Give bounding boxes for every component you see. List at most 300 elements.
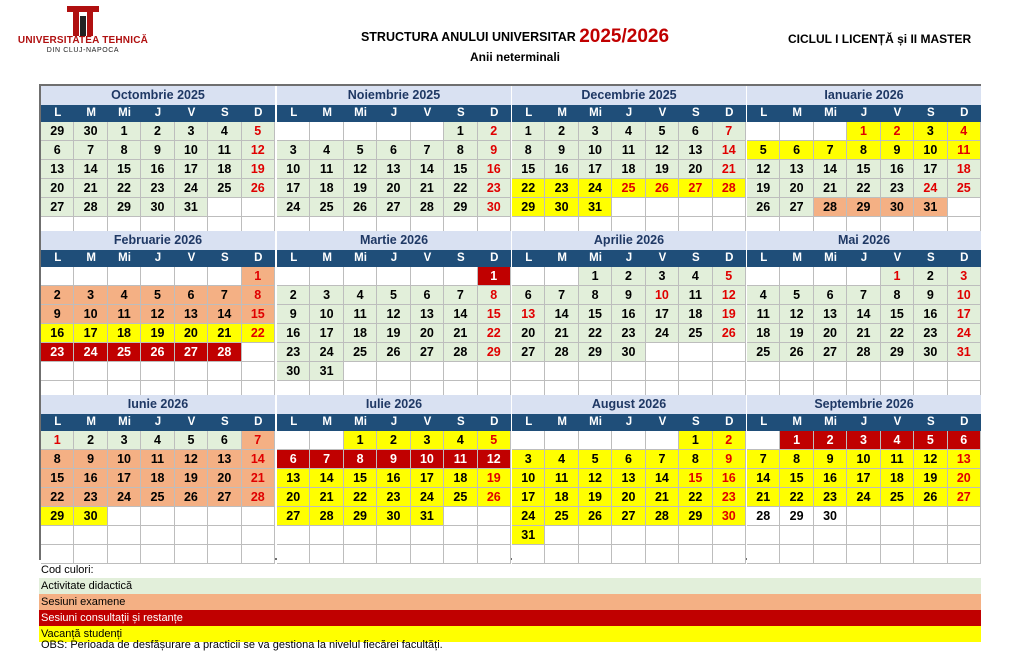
day-cell: 11 bbox=[747, 305, 780, 324]
weekday-label: J bbox=[625, 416, 633, 428]
day-cell: 11 bbox=[881, 450, 914, 469]
day-cell: 5 bbox=[780, 286, 813, 305]
day-cell: 4 bbox=[881, 431, 914, 450]
empty-cell bbox=[747, 362, 780, 381]
day-cell: 25 bbox=[948, 179, 981, 198]
empty-cell bbox=[814, 362, 847, 381]
university-subname: DIN CLUJ-NAPOCA bbox=[46, 47, 120, 54]
day-cell: 21 bbox=[444, 324, 477, 343]
day-cell: 15 bbox=[444, 160, 477, 179]
day-cell: 11 bbox=[310, 160, 343, 179]
day-cell: 17 bbox=[948, 305, 981, 324]
empty-cell bbox=[310, 267, 343, 286]
day-cell: 15 bbox=[344, 469, 377, 488]
day-cell: 27 bbox=[780, 198, 813, 217]
month-block bbox=[747, 86, 981, 236]
day-cell: 30 bbox=[141, 198, 174, 217]
day-cell: 8 bbox=[41, 450, 74, 469]
weekday-label: V bbox=[658, 252, 667, 264]
day-cell: 10 bbox=[310, 305, 343, 324]
weekday-label: Mi bbox=[589, 416, 602, 428]
day-cell: 24 bbox=[579, 179, 612, 198]
weekday-label: M bbox=[792, 252, 802, 264]
day-cell: 16 bbox=[377, 469, 410, 488]
day-cell: 4 bbox=[310, 141, 343, 160]
empty-cell bbox=[41, 526, 74, 545]
day-cell: 3 bbox=[277, 141, 310, 160]
empty-cell bbox=[108, 362, 141, 381]
day-cell: 17 bbox=[914, 160, 947, 179]
empty-cell bbox=[679, 198, 712, 217]
month-block bbox=[277, 231, 511, 400]
weekday-label: V bbox=[658, 107, 667, 119]
day-cell: 24 bbox=[411, 488, 444, 507]
day-cell: 2 bbox=[41, 286, 74, 305]
weekday-label: J bbox=[860, 107, 868, 119]
day-cell: 13 bbox=[679, 141, 712, 160]
day-cell: 4 bbox=[747, 286, 780, 305]
weekday-label: M bbox=[792, 107, 802, 119]
empty-cell bbox=[713, 362, 746, 381]
day-cell: 31 bbox=[310, 362, 343, 381]
weekday-label: L bbox=[760, 107, 768, 119]
month-title: Iunie 2026 bbox=[41, 395, 275, 414]
day-cell: 12 bbox=[141, 305, 174, 324]
day-cell: 18 bbox=[444, 469, 477, 488]
day-cell: 21 bbox=[713, 160, 746, 179]
page-subtitle: Anii neterminali bbox=[469, 50, 561, 64]
day-cell: 23 bbox=[545, 179, 578, 198]
weekday-header bbox=[747, 414, 981, 431]
empty-cell bbox=[713, 198, 746, 217]
weekday-label: Mi bbox=[354, 252, 367, 264]
day-cell: 20 bbox=[175, 324, 208, 343]
day-cell: 5 bbox=[141, 286, 174, 305]
day-cell: 3 bbox=[914, 122, 947, 141]
day-cell: 17 bbox=[411, 469, 444, 488]
day-cell: 12 bbox=[914, 450, 947, 469]
day-cell: 3 bbox=[646, 267, 679, 286]
empty-cell bbox=[377, 362, 410, 381]
day-cell: 9 bbox=[612, 286, 645, 305]
day-cell: 23 bbox=[478, 179, 511, 198]
day-cell: 8 bbox=[881, 286, 914, 305]
day-cell: 21 bbox=[310, 488, 343, 507]
day-cells bbox=[512, 267, 746, 400]
weekday-label: Mi bbox=[354, 416, 367, 428]
day-cell: 2 bbox=[612, 267, 645, 286]
weekday-label: Mi bbox=[118, 107, 131, 119]
weekday-label: D bbox=[490, 107, 499, 119]
day-cell: 10 bbox=[512, 469, 545, 488]
day-cell: 21 bbox=[411, 179, 444, 198]
day-cell: 7 bbox=[545, 286, 578, 305]
day-cell: 28 bbox=[713, 179, 746, 198]
empty-cell bbox=[881, 526, 914, 545]
month-title: Decembrie 2025 bbox=[512, 86, 746, 105]
day-cell: 21 bbox=[545, 324, 578, 343]
empty-cell bbox=[679, 343, 712, 362]
day-cell: 1 bbox=[847, 122, 880, 141]
day-cell: 2 bbox=[377, 431, 410, 450]
day-cell: 22 bbox=[108, 179, 141, 198]
weekday-label: V bbox=[893, 416, 902, 428]
empty-cell bbox=[612, 362, 645, 381]
day-cell: 26 bbox=[780, 343, 813, 362]
day-cell: 27 bbox=[208, 488, 241, 507]
day-cell: 30 bbox=[478, 198, 511, 217]
day-cell: 17 bbox=[175, 160, 208, 179]
weekday-label: D bbox=[254, 107, 263, 119]
day-cell: 21 bbox=[74, 179, 107, 198]
weekday-label: M bbox=[557, 416, 567, 428]
empty-cell bbox=[747, 122, 780, 141]
day-cell: 3 bbox=[579, 122, 612, 141]
day-cell: 19 bbox=[242, 160, 275, 179]
day-cell: 9 bbox=[377, 450, 410, 469]
empty-cell bbox=[141, 362, 174, 381]
day-cell: 12 bbox=[175, 450, 208, 469]
day-cells bbox=[747, 122, 981, 236]
day-cell: 14 bbox=[814, 160, 847, 179]
weekday-label: V bbox=[893, 107, 902, 119]
empty-cell bbox=[612, 198, 645, 217]
day-cells bbox=[277, 267, 511, 400]
day-cell: 6 bbox=[411, 286, 444, 305]
day-cell: 29 bbox=[679, 507, 712, 526]
day-cell: 28 bbox=[444, 343, 477, 362]
day-cell: 15 bbox=[41, 469, 74, 488]
day-cell: 6 bbox=[612, 450, 645, 469]
day-cell: 23 bbox=[74, 488, 107, 507]
day-cell: 10 bbox=[277, 160, 310, 179]
legend-item: Activitate didactică bbox=[39, 578, 981, 594]
day-cell: 24 bbox=[512, 507, 545, 526]
day-cell: 22 bbox=[579, 324, 612, 343]
weekday-header bbox=[512, 250, 746, 267]
day-cell: 8 bbox=[478, 286, 511, 305]
day-cell: 18 bbox=[344, 324, 377, 343]
day-cell: 26 bbox=[914, 488, 947, 507]
day-cell: 15 bbox=[108, 160, 141, 179]
empty-cell bbox=[646, 343, 679, 362]
university-emblem-icon bbox=[61, 6, 105, 36]
empty-cell bbox=[208, 362, 241, 381]
day-cell: 24 bbox=[277, 198, 310, 217]
day-cell: 19 bbox=[646, 160, 679, 179]
day-cell: 22 bbox=[478, 324, 511, 343]
day-cell: 24 bbox=[108, 488, 141, 507]
day-cell: 25 bbox=[344, 343, 377, 362]
day-cell: 23 bbox=[713, 488, 746, 507]
day-cell: 5 bbox=[242, 122, 275, 141]
empty-cell bbox=[310, 122, 343, 141]
day-cell: 29 bbox=[780, 507, 813, 526]
day-cell: 7 bbox=[310, 450, 343, 469]
day-cell: 2 bbox=[814, 431, 847, 450]
month-title: Mai 2026 bbox=[747, 231, 981, 250]
weekday-header bbox=[512, 414, 746, 431]
day-cell: 3 bbox=[310, 286, 343, 305]
weekday-label: S bbox=[457, 416, 465, 428]
day-cell: 20 bbox=[780, 179, 813, 198]
day-cell: 22 bbox=[344, 488, 377, 507]
weekday-label: J bbox=[154, 252, 162, 264]
day-cell: 13 bbox=[814, 305, 847, 324]
day-cell: 24 bbox=[914, 179, 947, 198]
empty-cell bbox=[242, 198, 275, 217]
weekday-label: S bbox=[692, 107, 700, 119]
empty-cell bbox=[277, 122, 310, 141]
day-cell: 24 bbox=[74, 343, 107, 362]
day-cell: 28 bbox=[74, 198, 107, 217]
empty-cell bbox=[41, 362, 74, 381]
weekday-label: J bbox=[390, 252, 398, 264]
day-cell: 2 bbox=[713, 431, 746, 450]
day-cell: 28 bbox=[310, 507, 343, 526]
empty-cell bbox=[108, 267, 141, 286]
day-cell: 30 bbox=[612, 343, 645, 362]
day-cell: 12 bbox=[646, 141, 679, 160]
empty-cell bbox=[545, 431, 578, 450]
weekday-label: J bbox=[154, 107, 162, 119]
weekday-label: J bbox=[390, 107, 398, 119]
day-cell: 20 bbox=[41, 179, 74, 198]
day-cell: 22 bbox=[679, 488, 712, 507]
empty-cell bbox=[344, 122, 377, 141]
empty-cell bbox=[780, 362, 813, 381]
day-cell: 11 bbox=[679, 286, 712, 305]
day-cell: 17 bbox=[277, 179, 310, 198]
weekday-label: L bbox=[290, 252, 298, 264]
day-cell: 25 bbox=[747, 343, 780, 362]
day-cell: 5 bbox=[478, 431, 511, 450]
day-cell: 14 bbox=[208, 305, 241, 324]
empty-cell bbox=[780, 526, 813, 545]
day-cell: 26 bbox=[713, 324, 746, 343]
weekday-label: D bbox=[725, 252, 734, 264]
day-cell: 18 bbox=[747, 324, 780, 343]
day-cell: 2 bbox=[881, 122, 914, 141]
day-cell: 19 bbox=[141, 324, 174, 343]
day-cell: 19 bbox=[175, 469, 208, 488]
empty-cell bbox=[444, 362, 477, 381]
weekday-label: L bbox=[290, 107, 298, 119]
weekday-label: S bbox=[927, 107, 935, 119]
empty-cell bbox=[478, 507, 511, 526]
empty-cell bbox=[780, 122, 813, 141]
empty-cell bbox=[512, 362, 545, 381]
empty-cell bbox=[646, 431, 679, 450]
empty-cell bbox=[713, 343, 746, 362]
weekday-label: M bbox=[86, 107, 96, 119]
day-cell: 13 bbox=[612, 469, 645, 488]
day-cell: 28 bbox=[411, 198, 444, 217]
day-cell: 7 bbox=[444, 286, 477, 305]
weekday-label: J bbox=[390, 416, 398, 428]
day-cell: 4 bbox=[208, 122, 241, 141]
day-cell: 5 bbox=[377, 286, 410, 305]
month-block bbox=[747, 231, 981, 400]
day-cell: 25 bbox=[545, 507, 578, 526]
day-cell: 19 bbox=[747, 179, 780, 198]
empty-cell bbox=[242, 507, 275, 526]
day-cell: 21 bbox=[646, 488, 679, 507]
day-cell: 16 bbox=[713, 469, 746, 488]
day-cell: 3 bbox=[948, 267, 981, 286]
weekday-label: V bbox=[423, 416, 432, 428]
day-cell: 15 bbox=[847, 160, 880, 179]
weekday-label: J bbox=[625, 252, 633, 264]
day-cell: 9 bbox=[713, 450, 746, 469]
day-cell: 19 bbox=[478, 469, 511, 488]
day-cell: 25 bbox=[208, 179, 241, 198]
weekday-label: V bbox=[658, 416, 667, 428]
day-cell: 14 bbox=[74, 160, 107, 179]
day-cell: 29 bbox=[344, 507, 377, 526]
day-cell: 17 bbox=[579, 160, 612, 179]
weekday-label: L bbox=[54, 107, 62, 119]
empty-cell bbox=[444, 526, 477, 545]
empty-cell bbox=[444, 267, 477, 286]
day-cell: 30 bbox=[545, 198, 578, 217]
day-cell: 29 bbox=[478, 343, 511, 362]
day-cell: 15 bbox=[512, 160, 545, 179]
empty-cell bbox=[344, 362, 377, 381]
weekday-label: V bbox=[423, 252, 432, 264]
day-cell: 25 bbox=[679, 324, 712, 343]
day-cell: 1 bbox=[679, 431, 712, 450]
legend-item: Vacanță studenți bbox=[39, 626, 981, 642]
empty-cell bbox=[310, 526, 343, 545]
weekday-label: Mi bbox=[118, 416, 131, 428]
weekday-label: L bbox=[760, 252, 768, 264]
weekday-header bbox=[41, 414, 275, 431]
month-title: Ianuarie 2026 bbox=[747, 86, 981, 105]
day-cell: 10 bbox=[175, 141, 208, 160]
day-cell: 8 bbox=[780, 450, 813, 469]
day-cell: 8 bbox=[579, 286, 612, 305]
day-cell: 26 bbox=[646, 179, 679, 198]
day-cell: 19 bbox=[579, 488, 612, 507]
day-cell: 27 bbox=[948, 488, 981, 507]
weekday-label: D bbox=[254, 252, 263, 264]
day-cells bbox=[747, 431, 981, 564]
day-cell: 2 bbox=[277, 286, 310, 305]
day-cell: 19 bbox=[713, 305, 746, 324]
day-cell: 2 bbox=[478, 122, 511, 141]
empty-cell bbox=[310, 431, 343, 450]
day-cell: 9 bbox=[141, 141, 174, 160]
weekday-label: M bbox=[557, 107, 567, 119]
day-cell: 1 bbox=[108, 122, 141, 141]
legend-item: Sesiuni examene bbox=[39, 594, 981, 610]
empty-cell bbox=[41, 267, 74, 286]
empty-cell bbox=[747, 431, 780, 450]
empty-cell bbox=[411, 526, 444, 545]
empty-cell bbox=[208, 526, 241, 545]
weekday-label: D bbox=[960, 107, 969, 119]
day-cell: 7 bbox=[646, 450, 679, 469]
day-cell: 11 bbox=[344, 305, 377, 324]
weekday-label: Mi bbox=[354, 107, 367, 119]
day-cell: 27 bbox=[814, 343, 847, 362]
day-cell: 25 bbox=[310, 198, 343, 217]
day-cell: 3 bbox=[108, 431, 141, 450]
day-cell: 10 bbox=[579, 141, 612, 160]
day-cell: 8 bbox=[679, 450, 712, 469]
day-cell: 5 bbox=[175, 431, 208, 450]
day-cell: 23 bbox=[141, 179, 174, 198]
empty-cell bbox=[277, 431, 310, 450]
day-cell: 9 bbox=[814, 450, 847, 469]
day-cell: 8 bbox=[512, 141, 545, 160]
empty-cell bbox=[679, 362, 712, 381]
day-cell: 13 bbox=[780, 160, 813, 179]
day-cell: 9 bbox=[41, 305, 74, 324]
day-cell: 1 bbox=[41, 431, 74, 450]
day-cell: 27 bbox=[679, 179, 712, 198]
day-cell: 30 bbox=[881, 198, 914, 217]
empty-cell bbox=[512, 431, 545, 450]
day-cell: 13 bbox=[411, 305, 444, 324]
day-cell: 1 bbox=[512, 122, 545, 141]
day-cell: 16 bbox=[478, 160, 511, 179]
day-cell: 13 bbox=[277, 469, 310, 488]
month-title: Februarie 2026 bbox=[41, 231, 275, 250]
empty-cell bbox=[814, 526, 847, 545]
empty-cell bbox=[411, 362, 444, 381]
day-cells bbox=[512, 122, 746, 236]
day-cell: 17 bbox=[646, 305, 679, 324]
weekday-label: M bbox=[322, 416, 332, 428]
day-cell: 15 bbox=[242, 305, 275, 324]
day-cell: 27 bbox=[612, 507, 645, 526]
day-cell: 16 bbox=[74, 469, 107, 488]
day-cell: 8 bbox=[242, 286, 275, 305]
empty-cell bbox=[208, 198, 241, 217]
day-cell: 29 bbox=[847, 198, 880, 217]
title-prefix: STRUCTURA ANULUI UNIVERSITAR bbox=[360, 30, 576, 44]
day-cell: 9 bbox=[881, 141, 914, 160]
day-cell: 20 bbox=[208, 469, 241, 488]
day-cell: 29 bbox=[881, 343, 914, 362]
empty-cell bbox=[679, 526, 712, 545]
day-cell: 18 bbox=[679, 305, 712, 324]
weekday-label: V bbox=[423, 107, 432, 119]
month-block bbox=[747, 395, 981, 564]
day-cell: 24 bbox=[310, 343, 343, 362]
day-cell: 14 bbox=[310, 469, 343, 488]
day-cell: 18 bbox=[881, 469, 914, 488]
day-cell: 28 bbox=[747, 507, 780, 526]
day-cell: 27 bbox=[377, 198, 410, 217]
empty-cell bbox=[612, 431, 645, 450]
day-cell: 25 bbox=[108, 343, 141, 362]
day-cell: 22 bbox=[881, 324, 914, 343]
day-cell: 23 bbox=[41, 343, 74, 362]
empty-cell bbox=[814, 267, 847, 286]
weekday-label: L bbox=[525, 252, 533, 264]
day-cell: 12 bbox=[713, 286, 746, 305]
day-cell: 6 bbox=[41, 141, 74, 160]
empty-cell bbox=[646, 198, 679, 217]
weekday-label: D bbox=[960, 252, 969, 264]
day-cell: 17 bbox=[310, 324, 343, 343]
weekday-label: D bbox=[490, 416, 499, 428]
day-cell: 23 bbox=[612, 324, 645, 343]
empty-cell bbox=[881, 507, 914, 526]
